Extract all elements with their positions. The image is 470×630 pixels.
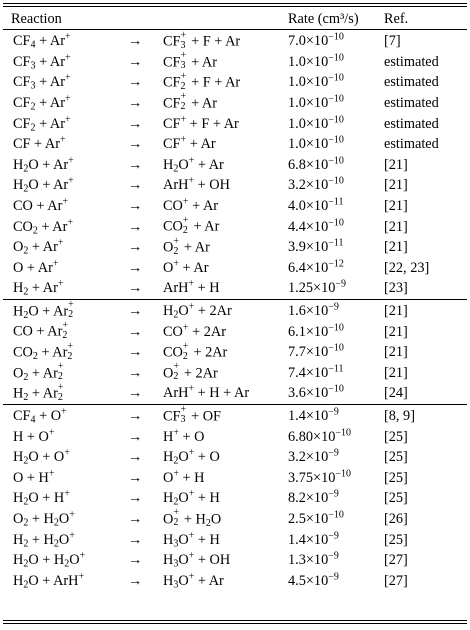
- ref-cell: [27]: [384, 572, 408, 589]
- products-cell: CF + 3 + F + Ar: [163, 29, 241, 51]
- products-cell: CF+ + F + Ar: [163, 114, 239, 132]
- arrow-cell: →: [128, 280, 143, 297]
- arrow-cell: →: [128, 407, 143, 424]
- products-cell: CO+ + 2Ar: [163, 322, 226, 340]
- products-cell: O + 2 + $H_2O$: [163, 507, 222, 529]
- ref-cell: [21]: [384, 239, 408, 256]
- rate-cell: $3.2\times 10^{-9}$: [288, 447, 339, 466]
- rate-cell: $6.80\times 10^{-10}$: [288, 427, 352, 445]
- arrow-cell: →: [128, 364, 143, 381]
- reactants-cell: $CO_2 + Ar$ + 2: [13, 340, 74, 362]
- table-row: [3, 237, 467, 258]
- ref-cell: [25]: [384, 428, 408, 445]
- reactants-cell: $CF_4 + Ar^+$: [13, 31, 71, 51]
- reactants-cell: O + H+: [13, 468, 55, 486]
- products-cell: CO + 2 + 2Ar: [163, 340, 228, 362]
- rate-cell: $7.4\times 10^{-11}$: [288, 363, 344, 381]
- ref-cell: estimated: [384, 115, 439, 132]
- products-cell: $H_3O^+ + H$: [163, 530, 220, 550]
- rate-cell: $7.7\times 10^{-10}$: [288, 342, 344, 361]
- reactants-cell: $H_2O + H_2O^+$: [13, 550, 86, 570]
- arrow-cell: →: [128, 531, 143, 548]
- header-reaction: Reaction: [11, 11, 62, 27]
- table-row: [3, 570, 467, 591]
- reactants-cell: $H_2O + Ar^+$: [13, 155, 74, 175]
- ref-cell: estimated: [384, 74, 439, 91]
- rate-cell: $1.0\times 10^{-10}$: [288, 52, 344, 70]
- rate-cell: $4.4\times 10^{-10}$: [288, 217, 344, 235]
- ref-cell: estimated: [384, 53, 439, 70]
- arrow-cell: →: [128, 323, 143, 340]
- ref-cell: [23]: [384, 280, 408, 297]
- rate-cell: $1.0\times 10^{-10}$: [288, 93, 344, 112]
- rate-cell: $1.4\times 10^{-9}$: [288, 530, 339, 548]
- ref-cell: [21]: [384, 323, 408, 340]
- ref-cell: [21]: [384, 344, 408, 361]
- rate-cell: $6.4\times 10^{-12}$: [288, 258, 344, 276]
- reactants-cell: $CF_4 + O^+$: [13, 406, 67, 426]
- rate-cell: $6.1\times 10^{-10}$: [288, 322, 344, 340]
- reactants-cell: CO + Ar + 2: [13, 319, 69, 341]
- table-row: [3, 509, 467, 530]
- table-row: [3, 447, 467, 468]
- products-cell: O + 2 + 2Ar: [163, 361, 218, 383]
- table-row: [3, 93, 467, 114]
- rate-cell: $3.2\times 10^{-10}$: [288, 175, 344, 194]
- table-row: [3, 550, 467, 571]
- ref-cell: [22, 23]: [384, 259, 430, 276]
- ref-cell: [27]: [384, 552, 408, 569]
- reactants-cell: $H_2 + H_2O^+$: [13, 530, 75, 550]
- table-row: [3, 113, 467, 134]
- rate-cell: $3.9\times 10^{-11}$: [288, 237, 344, 256]
- products-cell: ArH+ + H + Ar: [163, 383, 250, 402]
- table-row: [3, 196, 467, 217]
- rate-cell: $2.5\times 10^{-10}$: [288, 509, 344, 527]
- reactants-cell: CF + Ar+: [13, 134, 66, 153]
- ref-cell: [25]: [384, 531, 408, 548]
- reactants-cell: $H_2O + ArH^+$: [13, 571, 85, 591]
- rate-cell: $1.4\times 10^{-9}$: [288, 406, 339, 424]
- table-row: [3, 383, 467, 404]
- ref-cell: [8, 9]: [384, 407, 415, 424]
- reactants-cell: $H_2O + Ar$ + 2: [13, 299, 74, 321]
- products-cell: ArH+ + OH: [163, 175, 230, 194]
- rate-cell: $3.75\times 10^{-10}$: [288, 468, 352, 486]
- reaction-rate-table: [3, 9, 467, 591]
- ref-cell: [25]: [384, 449, 408, 466]
- rate-cell: $1.0\times 10^{-10}$: [288, 72, 344, 91]
- products-cell: $H_2O^+ + 2Ar$: [163, 301, 232, 321]
- products-cell: CF + 3 + OF: [163, 404, 221, 426]
- arrow-cell: →: [128, 385, 143, 402]
- ref-cell: [25]: [384, 469, 408, 486]
- reactants-cell: CO + Ar+: [13, 196, 69, 215]
- products-cell: $H_3O^+$ + OH: [163, 550, 231, 570]
- table-row: [3, 155, 467, 176]
- reactants-cell: $CF_3 + Ar^+$: [13, 72, 71, 92]
- ref-cell: [21]: [384, 218, 408, 235]
- rate-cell: $1.0\times 10^{-10}$: [288, 134, 344, 153]
- products-cell: CO+ + Ar: [163, 196, 219, 215]
- reactants-cell: O + Ar+: [13, 258, 59, 276]
- table-row: [3, 529, 467, 550]
- arrow-cell: →: [128, 552, 143, 569]
- reactants-cell: $H_2O + O^+$: [13, 447, 70, 467]
- table-row: [3, 426, 467, 447]
- table-row: [3, 31, 467, 52]
- products-cell: CF+ + Ar: [163, 134, 216, 153]
- table-row: [3, 72, 467, 93]
- reactants-cell: H + O+: [13, 427, 55, 445]
- reactants-cell: $H_2O + Ar^+$: [13, 175, 74, 195]
- arrow-cell: →: [128, 33, 143, 50]
- products-cell: O + 2 + Ar: [163, 235, 210, 257]
- arrow-cell: →: [128, 239, 143, 256]
- reactants-cell: $CF_2 + Ar^+$: [13, 114, 71, 134]
- table-row: [3, 467, 467, 488]
- bottom-rule: [3, 620, 467, 621]
- table-row: [3, 406, 467, 427]
- rate-cell: $1.0\times 10^{-10}$: [288, 114, 344, 132]
- products-cell: CF + 2 + Ar: [163, 91, 218, 113]
- top-rule: [3, 3, 467, 4]
- reactants-cell: $H_2O + H^+$: [13, 488, 70, 508]
- products-cell: $H_2O^+ + Ar$: [163, 155, 224, 175]
- rate-cell: $4.0\times 10^{-11}$: [288, 196, 344, 215]
- ref-cell: [21]: [384, 177, 408, 194]
- arrow-cell: →: [128, 344, 143, 361]
- table-row: [3, 52, 467, 73]
- arrow-cell: →: [128, 198, 143, 215]
- table-row: [3, 363, 467, 384]
- arrow-cell: →: [128, 303, 143, 320]
- table-body: [3, 30, 467, 592]
- arrow-cell: →: [128, 95, 143, 112]
- rate-cell: $1.6\times 10^{-9}$: [288, 301, 339, 320]
- reactants-cell: $H_2 + Ar$ + 2: [13, 381, 64, 404]
- arrow-cell: →: [128, 74, 143, 91]
- reactants-cell: $O_2 + Ar^+$: [13, 237, 64, 257]
- rate-cell: $8.2\times 10^{-9}$: [288, 488, 339, 507]
- reactants-cell: $O_2 + H_2O^+$: [13, 509, 75, 529]
- table-row: [3, 301, 467, 322]
- products-cell: CO + 2 + Ar: [163, 214, 220, 236]
- products-cell: $H_2O^+ + H$: [163, 488, 220, 508]
- arrow-cell: →: [128, 449, 143, 466]
- arrow-cell: →: [128, 490, 143, 507]
- header-ref: Ref.: [384, 11, 409, 27]
- rate-cell: $1.25\times 10^{-9}$: [288, 278, 347, 297]
- arrow-cell: →: [128, 218, 143, 235]
- reactants-cell: $CO_2 + Ar^+$: [13, 217, 74, 237]
- table-row: [3, 134, 467, 155]
- arrow-cell: →: [128, 259, 143, 276]
- reactants-cell: $CF_3 + Ar^+$: [13, 52, 71, 72]
- rate-cell: $3.6\times 10^{-10}$: [288, 383, 344, 402]
- products-cell: $H_3O^+ + Ar$: [163, 571, 224, 591]
- arrow-cell: →: [128, 115, 143, 132]
- rate-cell: $1.3\times 10^{-9}$: [288, 550, 339, 569]
- table-row: [3, 342, 467, 363]
- reactants-cell: $O_2 + Ar$ + 2: [13, 361, 64, 383]
- arrow-cell: →: [128, 428, 143, 445]
- ref-cell: [21]: [384, 198, 408, 215]
- ref-cell: [21]: [384, 303, 408, 320]
- header-rate: Rate (cm³/s): [288, 11, 359, 27]
- arrow-cell: →: [128, 136, 143, 153]
- arrow-cell: →: [128, 53, 143, 70]
- ref-cell: estimated: [384, 136, 439, 153]
- arrow-cell: →: [128, 510, 143, 527]
- products-cell: O+ + H: [163, 468, 205, 486]
- ref-cell: [21]: [384, 364, 408, 381]
- bottom-rule-inner: [3, 623, 467, 624]
- reactants-cell: $H_2 + Ar^+$: [13, 278, 64, 298]
- ref-cell: [25]: [384, 490, 408, 507]
- top-rule-inner: [3, 6, 467, 7]
- rate-cell: $6.8\times 10^{-10}$: [288, 155, 344, 173]
- ref-cell: [21]: [384, 156, 408, 173]
- header-row: [3, 9, 467, 30]
- table-row: [3, 258, 467, 279]
- products-cell: $H_2O^+ + O$: [163, 447, 220, 467]
- arrow-cell: →: [128, 177, 143, 194]
- products-cell: CF + 2 + F + Ar: [163, 70, 241, 92]
- ref-cell: [24]: [384, 385, 408, 402]
- reactants-cell: $CF_2 + Ar^+$: [13, 93, 71, 113]
- rate-cell: $7.0\times 10^{-10}$: [288, 31, 344, 50]
- products-cell: CF + 3 + Ar: [163, 50, 218, 72]
- table-row: [3, 216, 467, 237]
- arrow-cell: →: [128, 156, 143, 173]
- ref-cell: [26]: [384, 510, 408, 527]
- table-row: [3, 175, 467, 196]
- ref-cell: estimated: [384, 95, 439, 112]
- arrow-cell: →: [128, 469, 143, 486]
- products-cell: H+ + O: [163, 427, 205, 445]
- rate-cell: $4.5\times 10^{-9}$: [288, 571, 339, 589]
- products-cell: O+ + Ar: [163, 258, 209, 276]
- arrow-cell: →: [128, 572, 143, 589]
- ref-cell: [7]: [384, 33, 401, 50]
- table-row: [3, 488, 467, 509]
- products-cell: ArH+ + H: [163, 278, 220, 297]
